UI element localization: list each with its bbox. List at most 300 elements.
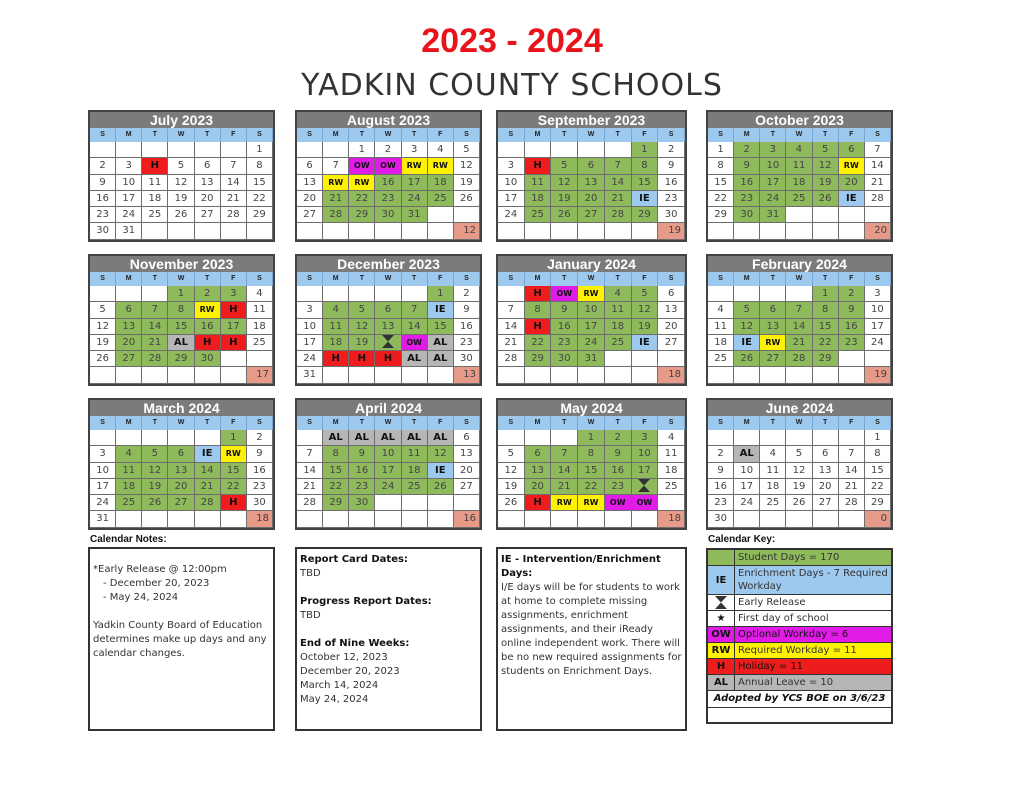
day-cell: IE [839,191,865,207]
weekday-label: T [349,416,375,430]
day-cell: 19 [632,319,659,335]
day-cell: 11 [116,463,142,479]
month-title: February 2024 [708,256,891,272]
day-cell: 13 [168,463,194,479]
key-row [708,643,891,659]
weekday-label: M [323,128,349,142]
weekday-label: M [525,272,552,286]
weekday-header [297,416,480,430]
day-cell: 9 [349,446,375,462]
day-cell: 17 [578,319,605,335]
day-cell: AL [323,430,349,446]
day-cell: 27 [454,479,480,495]
day-cell [195,223,221,239]
day-cell: 21 [839,479,865,495]
day-cell: 23 [734,191,760,207]
day-cell: AL [402,351,428,367]
day-cell: H [375,351,401,367]
day-cell: 20 [116,335,142,351]
day-cell: 17 [402,175,428,191]
day-cell [786,207,812,223]
day-cell: 20 [454,463,480,479]
day-cell: 30 [551,351,578,367]
weekday-label: W [786,416,812,430]
day-cell: 25 [605,335,632,351]
weekday-label: M [734,272,760,286]
weekday-label: S [498,128,525,142]
day-cell: 19 [865,367,891,383]
progress-value: TBD [300,610,321,621]
day-cell: 18 [116,479,142,495]
hourglass-icon [714,596,728,609]
weekday-header [90,272,273,286]
day-cell: 10 [498,175,525,191]
day-cell: 8 [578,446,605,462]
month-title: January 2024 [498,256,685,272]
day-cell: 7 [402,302,428,318]
day-cell [734,511,760,527]
month-title: August 2023 [297,112,480,128]
day-cell: 12 [142,463,168,479]
day-cell: 14 [142,319,168,335]
day-cell: 29 [525,351,552,367]
day-cell [760,511,786,527]
day-cell: 18 [605,319,632,335]
day-cell: 29 [632,207,659,223]
day-cell: 18 [658,511,685,527]
day-cell: 25 [402,479,428,495]
day-cell [708,223,734,239]
key-label: Calendar Key: [708,534,776,545]
day-cell [839,367,865,383]
day-cell: 18 [658,367,685,383]
day-cell: 18 [708,335,734,351]
day-cell: 30 [195,351,221,367]
day-cell: 12 [498,463,525,479]
day-grid [297,430,480,528]
day-cell [195,142,221,158]
day-cell: 12 [734,319,760,335]
day-cell: 17 [760,175,786,191]
day-cell [525,430,552,446]
day-cell [168,142,194,158]
day-cell: 6 [839,142,865,158]
day-cell: 5 [454,142,480,158]
month-title: June 2024 [708,400,891,416]
day-cell [760,430,786,446]
day-cell: 13 [454,446,480,462]
day-cell [375,495,401,511]
weekday-label: S [658,416,685,430]
day-cell: 6 [168,446,194,462]
day-cell: 22 [323,479,349,495]
day-cell [605,511,632,527]
day-cell [658,495,685,511]
day-cell: 16 [349,463,375,479]
day-cell: 29 [349,207,375,223]
day-cell [786,223,812,239]
day-cell: 3 [760,142,786,158]
day-cell [168,430,194,446]
day-cell: 31 [90,511,116,527]
month-april-2024 [295,398,482,530]
day-cell: 26 [786,495,812,511]
day-cell: 25 [142,207,168,223]
weekday-label: S [247,128,273,142]
weekday-label: T [195,272,221,286]
weekday-label: T [142,416,168,430]
day-cell: 1 [221,430,247,446]
day-cell [297,430,323,446]
day-cell: 24 [734,495,760,511]
day-cell: 2 [605,430,632,446]
day-cell: 3 [632,430,659,446]
day-cell: 24 [116,207,142,223]
weekday-label: F [221,128,247,142]
day-cell: 30 [349,495,375,511]
day-cell: 11 [402,446,428,462]
day-cell: 24 [297,351,323,367]
day-cell: RW [578,495,605,511]
day-cell: 5 [632,286,659,302]
day-cell [402,495,428,511]
day-cell: AL [428,430,454,446]
day-cell [578,223,605,239]
weekday-label: W [375,272,401,286]
day-cell: OW [632,495,659,511]
key-text: Holiday = 11 [735,659,891,674]
day-cell: 8 [865,446,891,462]
weekday-label: T [402,272,428,286]
day-cell: 30 [454,351,480,367]
day-cell: 11 [658,446,685,462]
day-cell: 11 [605,302,632,318]
day-cell: 18 [247,319,273,335]
key-row [708,611,891,627]
weekday-label: S [297,128,323,142]
day-cell: 23 [375,191,401,207]
weekday-header [708,128,891,142]
weekday-label: M [734,416,760,430]
weekday-label: T [195,128,221,142]
day-cell: 16 [839,319,865,335]
day-cell: 27 [116,351,142,367]
day-cell: 1 [349,142,375,158]
day-cell: 17 [734,479,760,495]
day-cell [349,223,375,239]
day-cell: 9 [247,446,273,462]
day-cell: 0 [865,511,891,527]
day-cell: IE [632,335,659,351]
day-cell: 23 [349,479,375,495]
weekday-label: S [297,272,323,286]
weekday-label: S [865,416,891,430]
day-cell: 19 [454,175,480,191]
weekday-label: S [658,128,685,142]
key-text: Student Days = 170 [735,550,891,565]
day-cell: 2 [247,430,273,446]
day-cell [578,367,605,383]
month-september-2023 [496,110,687,242]
day-cell: 9 [658,158,685,174]
day-cell [813,430,839,446]
day-cell: 19 [786,479,812,495]
day-cell [323,511,349,527]
day-cell: 18 [525,191,552,207]
day-cell: 2 [375,142,401,158]
day-cell: 17 [247,367,273,383]
day-cell: 12 [813,158,839,174]
day-cell: 8 [632,158,659,174]
day-cell [865,207,891,223]
day-cell: 6 [375,302,401,318]
day-cell: 10 [297,319,323,335]
day-grid [708,142,891,240]
weekday-label: S [658,272,685,286]
day-cell: 17 [375,463,401,479]
progress-title: Progress Report Dates: [300,596,432,607]
day-cell [323,142,349,158]
day-cell: H [525,495,552,511]
day-cell: 22 [578,479,605,495]
day-cell: 4 [708,302,734,318]
day-grid [90,142,273,240]
day-cell: 19 [658,223,685,239]
day-cell [454,495,480,511]
day-cell: 3 [221,286,247,302]
day-cell: 7 [839,446,865,462]
day-cell: 11 [708,319,734,335]
day-cell [168,367,194,383]
day-cell: 21 [498,335,525,351]
day-cell: 12 [551,175,578,191]
day-cell: 6 [578,158,605,174]
day-cell: 29 [168,351,194,367]
day-cell [498,430,525,446]
key-text: Annual Leave = 10 [735,675,891,690]
weekday-label: T [813,416,839,430]
day-cell: H [349,351,375,367]
day-cell [221,223,247,239]
weekday-label: T [402,128,428,142]
weekday-label: S [247,272,273,286]
day-cell: RW [839,158,865,174]
day-cell: 1 [813,286,839,302]
weekday-label: S [90,416,116,430]
day-cell: 7 [605,158,632,174]
day-cell: 11 [323,319,349,335]
day-cell: 14 [551,463,578,479]
day-cell [813,367,839,383]
day-cell: 26 [734,351,760,367]
day-cell: 15 [323,463,349,479]
day-cell [195,367,221,383]
day-cell: 27 [658,335,685,351]
weekday-label: F [428,272,454,286]
weekday-label: M [734,128,760,142]
day-cell: 5 [168,158,194,174]
day-cell: 3 [498,158,525,174]
day-cell: 26 [90,351,116,367]
day-cell: 9 [708,463,734,479]
ie-box [496,547,687,731]
day-cell [734,286,760,302]
day-cell: 10 [375,446,401,462]
weekday-header [498,416,685,430]
day-cell: 21 [551,479,578,495]
day-cell [221,351,247,367]
day-cell [90,430,116,446]
day-cell [632,351,659,367]
weekday-label: W [578,272,605,286]
day-cell: 6 [297,158,323,174]
ie-title: IE - Intervention/Enrichment Days: [501,554,661,579]
hourglass-icon [381,335,395,348]
weekday-label: W [786,128,812,142]
day-cell: 12 [454,223,480,239]
weekday-header [708,416,891,430]
day-cell: 10 [734,463,760,479]
day-cell: OW [605,495,632,511]
day-cell: 12 [428,446,454,462]
key-symbol: AL [708,675,735,690]
day-cell: 19 [551,191,578,207]
day-cell [142,367,168,383]
day-cell [734,367,760,383]
day-cell: 16 [551,319,578,335]
weekday-header [498,272,685,286]
day-cell: 28 [297,495,323,511]
day-cell: 15 [813,319,839,335]
key-text: First day of school [735,611,891,626]
month-november-2023 [88,254,275,386]
day-cell [116,286,142,302]
day-cell: 16 [195,319,221,335]
makeup-note: Yadkin County Board of Education determines make up days and any calendar changes. [93,620,267,659]
day-cell: 12 [786,463,812,479]
day-cell [297,223,323,239]
day-cell [90,142,116,158]
day-cell: 27 [760,351,786,367]
day-cell [402,286,428,302]
day-cell: 22 [221,479,247,495]
day-cell [786,367,812,383]
day-cell [375,367,401,383]
day-cell [375,286,401,302]
day-cell: 3 [90,446,116,462]
day-cell: 24 [375,479,401,495]
day-cell [760,286,786,302]
weekday-label: T [605,416,632,430]
day-cell: 13 [578,175,605,191]
day-cell: 20 [525,479,552,495]
day-cell: 24 [402,191,428,207]
day-cell: 30 [90,223,116,239]
day-cell: AL [349,430,375,446]
day-cell [498,286,525,302]
day-cell: 3 [865,286,891,302]
day-cell: 12 [454,158,480,174]
day-cell: 31 [760,207,786,223]
day-cell: 28 [323,207,349,223]
day-cell [142,142,168,158]
day-cell: 4 [760,446,786,462]
weekday-label: M [525,128,552,142]
key-row [708,595,891,611]
weekday-label: T [813,272,839,286]
day-cell: 10 [760,158,786,174]
month-july-2023 [88,110,275,242]
day-cell: IE [195,446,221,462]
month-title: May 2024 [498,400,685,416]
day-cell: H [221,302,247,318]
day-cell [323,367,349,383]
weekday-label: T [349,128,375,142]
weekday-label: W [375,128,401,142]
day-cell [116,511,142,527]
day-cell: 24 [578,335,605,351]
day-cell [708,430,734,446]
day-cell: 7 [323,158,349,174]
weekday-label: T [551,416,578,430]
month-title: September 2023 [498,112,685,128]
day-cell: IE [428,463,454,479]
day-cell: AL [428,351,454,367]
day-cell: 25 [428,191,454,207]
day-cell [168,511,194,527]
day-cell: 14 [498,319,525,335]
key-symbol [708,595,735,610]
key-row [708,659,891,675]
day-cell: 19 [168,191,194,207]
key-row [708,627,891,643]
day-cell [375,511,401,527]
key-symbol: IE [708,566,735,594]
day-cell: 18 [428,175,454,191]
day-cell [839,207,865,223]
day-cell: 10 [116,175,142,191]
day-cell: 2 [708,446,734,462]
day-cell: 15 [865,463,891,479]
weekday-label: F [632,416,659,430]
day-cell: 29 [323,495,349,511]
day-cell: 9 [839,302,865,318]
day-cell: 25 [525,207,552,223]
weekday-header [90,416,273,430]
day-cell: OW [349,158,375,174]
day-cell [142,430,168,446]
day-grid [708,286,891,384]
weekday-label: M [116,416,142,430]
day-cell: H [195,335,221,351]
key-text: Optional Workday = 6 [735,627,891,642]
day-cell: 9 [551,302,578,318]
day-cell: 26 [428,479,454,495]
day-cell: 12 [168,175,194,191]
day-cell [428,495,454,511]
day-cell: 31 [402,207,428,223]
day-cell: H [525,286,552,302]
key-text: Early Release [735,595,891,610]
day-cell: 21 [865,175,891,191]
weekday-label: T [551,128,578,142]
day-cell: 26 [454,191,480,207]
day-cell: 4 [247,286,273,302]
day-cell: 15 [578,463,605,479]
day-cell: 16 [375,175,401,191]
day-cell: 5 [813,142,839,158]
day-cell: 26 [142,495,168,511]
